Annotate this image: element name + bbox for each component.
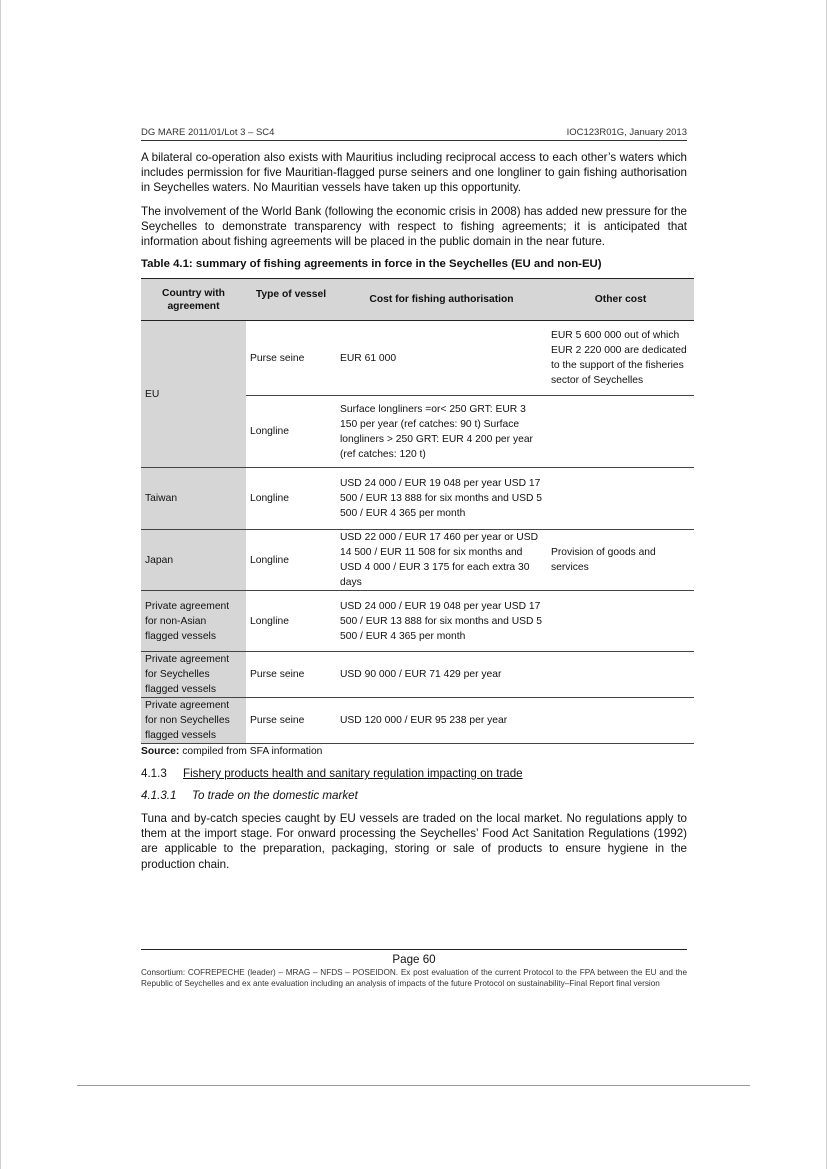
cell-cost: EUR 61 000: [336, 321, 547, 396]
section-title: Fishery products health and sanitary regulation impacting on trade: [183, 767, 523, 780]
cell-cost: USD 22 000 / EUR 17 460 per year or USD 14 500 / EUR 11 508 for six months and USD 4 000 / EUR 3 175 for each extra 30 days: [336, 530, 547, 591]
table-row-taiwan: [141, 468, 694, 530]
cell-vessel: Longline: [246, 396, 336, 468]
cell-cost: USD 90 000 / EUR 71 429 per year: [336, 652, 547, 698]
header-other: Other cost: [547, 279, 694, 321]
cell-cost: Surface longliners =or< 250 GRT: EUR 3 150 per year (ref catches: 90 t) Surface longliners > 250 GRT: EUR 4 200 per year (ref catches: 120 t): [336, 396, 547, 468]
table-row-eu-purse-seine: [141, 321, 694, 396]
footer-text: Consortium: COFREPECHE (leader) – MRAG – NFDS – POSEIDON. Ex post evaluation of the current Protocol to the FPA between the EU and the Republic of Seychelles and ex ante evaluation including an analysis of impacts of the future Protocol on sustainability–Final Report final version: [141, 968, 687, 988]
table-source: [141, 746, 322, 757]
cell-vessel: Longline: [246, 530, 336, 591]
section-heading-4-1-3-1: [141, 789, 358, 802]
section-heading-4-1-3: [141, 767, 523, 780]
table-row-non-asian: [141, 591, 694, 652]
header-country: Country with agreement: [141, 279, 246, 321]
paragraph-domestic-trade: Tuna and by-catch species caught by EU vessels are traded on the local market. No regulations apply to them at the import stage. For onward processing the Seychelles’ Food Act Sanitation Regulations (1992) are applicable to the preparation, packaging, storing or sale of products to ensure hygiene in the production chain.: [141, 812, 687, 871]
header-right: IOC123R01G, January 2013: [566, 127, 687, 138]
table-caption: Table 4.1: summary of fishing agreements in force in the Seychelles (EU and non-EU): [141, 258, 602, 270]
cell-country-taiwan: Taiwan: [141, 468, 246, 530]
header-cost: Cost for fishing authorisation: [336, 279, 547, 321]
table-row-non-seychelles: [141, 698, 694, 744]
cell-other: EUR 5 600 000 out of which EUR 2 220 000 are dedicated to the support of the fisheries sector of Seychelles: [547, 321, 694, 396]
cell-other: [547, 396, 694, 468]
page-header: [141, 126, 687, 141]
fishing-agreements-table: [141, 278, 694, 744]
cell-country-seychelles: Private agreement for Seychelles flagged vessels: [141, 652, 246, 698]
cell-vessel: Purse seine: [246, 652, 336, 698]
header-vessel: Type of vessel: [246, 279, 336, 321]
subsection-number: 4.1.3.1: [141, 789, 177, 802]
cell-cost: USD 24 000 / EUR 19 048 per year USD 17 500 / EUR 13 888 for six months and USD 5 500 / EUR 4 365 per month: [336, 591, 547, 652]
cell-other: [547, 468, 694, 530]
cell-other: [547, 591, 694, 652]
table-row-seychelles: [141, 652, 694, 698]
header-left: DG MARE 2011/01/Lot 3 – SC4: [141, 127, 275, 138]
source-label: Source:: [141, 746, 180, 757]
table-header-row: [141, 279, 694, 321]
cell-vessel: Purse seine: [246, 698, 336, 744]
cell-country-non-asian: Private agreement for non-Asian flagged vessels: [141, 591, 246, 652]
paragraph-mauritius: A bilateral co-operation also exists with Mauritius including reciprocal access to each other’s waters which includes permission for five Mauritian-flagged purse seiners and one longliner to gain fishing authorisation in Seychelles waters. No Mauritian vessels have taken up this opportunity.: [141, 151, 687, 195]
bottom-divider: [77, 1085, 750, 1086]
cell-vessel: Longline: [246, 591, 336, 652]
footer-rule: [141, 949, 687, 950]
cell-country-non-seychelles: Private agreement for non Seychelles flagged vessels: [141, 698, 246, 744]
cell-cost: USD 24 000 / EUR 19 048 per year USD 17 500 / EUR 13 888 for six months and USD 5 500 / EUR 4 365 per month: [336, 468, 547, 530]
cell-other: [547, 698, 694, 744]
table-row-japan: [141, 530, 694, 591]
paragraph-world-bank: The involvement of the World Bank (following the economic crisis in 2008) has added new pressure for the Seychelles to demonstrate transparency with respect to fishing agreements; it is anticipated that information about fishing agreements will be placed in the public domain in the near future.: [141, 205, 687, 249]
cell-other: Provision of goods and services: [547, 530, 694, 591]
cell-vessel: Purse seine: [246, 321, 336, 396]
source-text: compiled from SFA information: [179, 746, 323, 757]
page-number: Page 60: [392, 953, 436, 966]
page-border-left: [0, 0, 1, 1169]
section-number: 4.1.3: [141, 767, 167, 780]
cell-country-eu: EU: [141, 321, 246, 468]
cell-cost: USD 120 000 / EUR 95 238 per year: [336, 698, 547, 744]
subsection-title: To trade on the domestic market: [192, 789, 358, 802]
cell-other: [547, 652, 694, 698]
cell-country-japan: Japan: [141, 530, 246, 591]
cell-vessel: Longline: [246, 468, 336, 530]
